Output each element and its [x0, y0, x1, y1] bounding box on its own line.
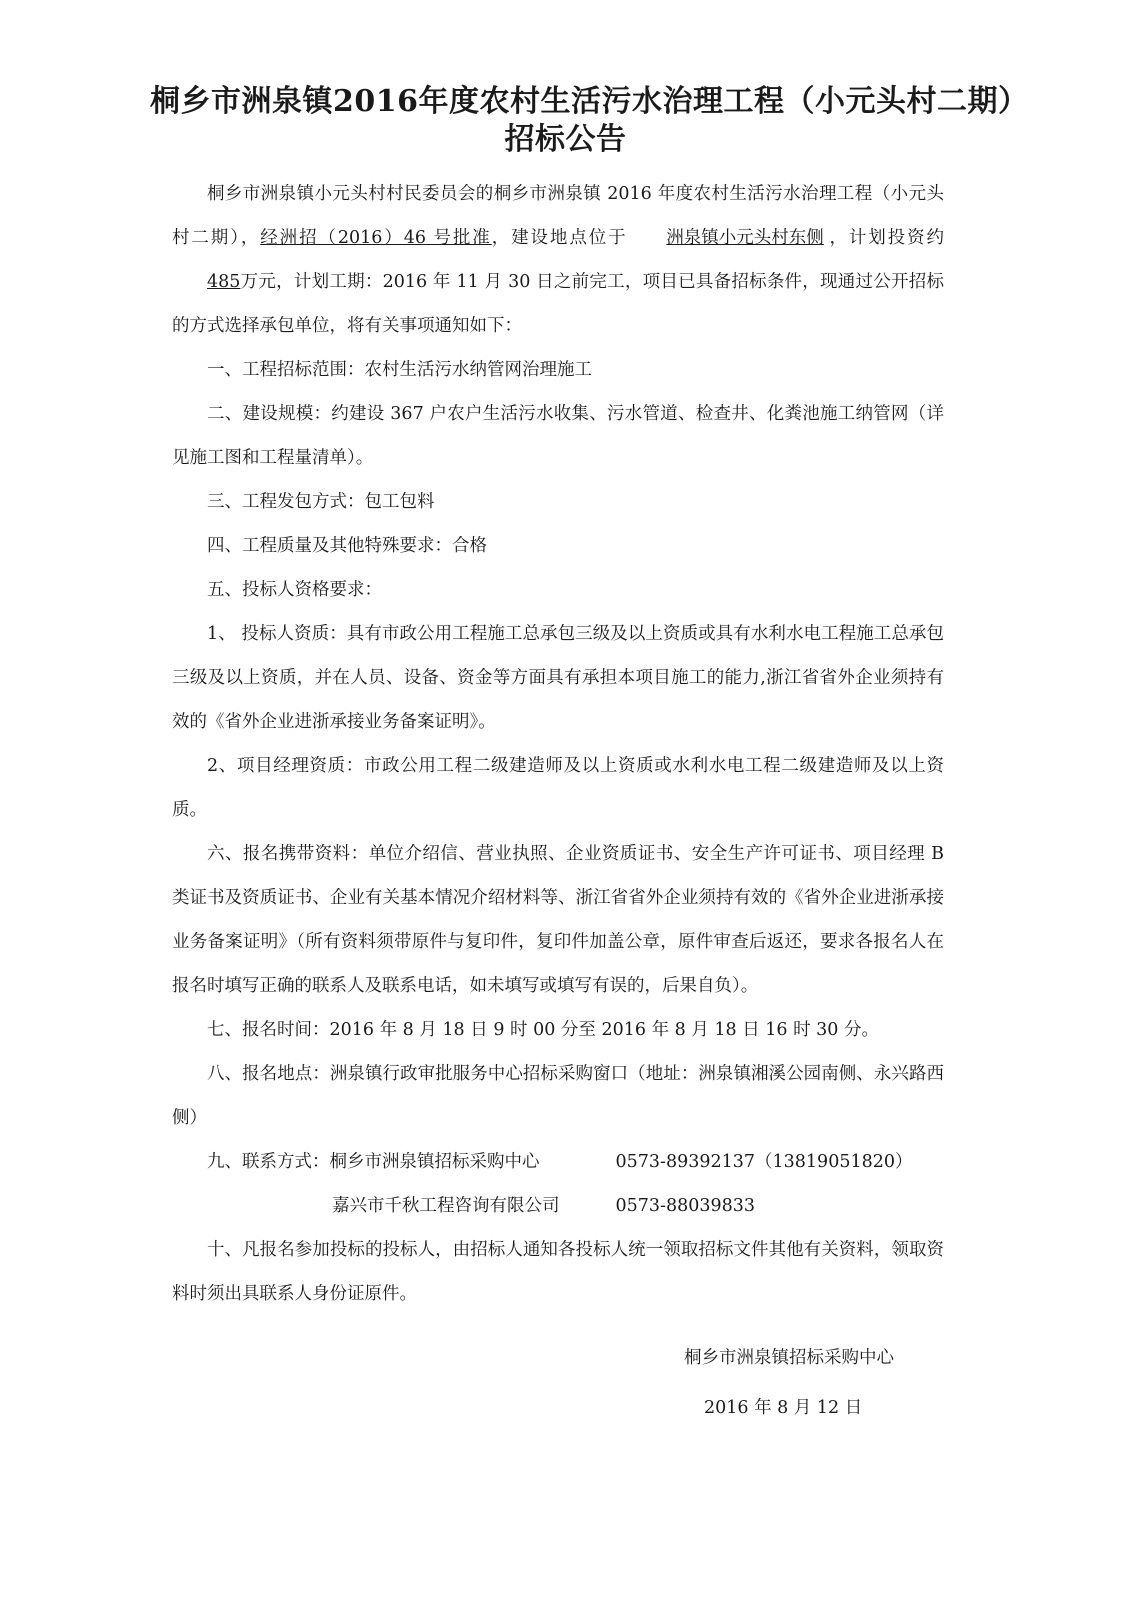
- document-subtitle: 招标公告: [504, 122, 627, 157]
- signature-org: 桐乡市洲泉镇招标采购中心: [684, 1348, 894, 1368]
- approval-number: 经洲招（2016）46 号批准: [260, 228, 492, 248]
- intro-text-d: 万元，计划工期：2016 年 11 月 30 日之前完工，项目已具备招标条件，现通过公开招标的方式选择承包单位，将有关事项通知如下：: [172, 272, 944, 336]
- item-qualification-heading: 五、投标人资格要求：: [207, 580, 382, 600]
- contact-org-2: 嘉兴市千秋工程咨询有限公司: [332, 1196, 560, 1216]
- item-scope: 一、工程招标范围：农村生活污水纳管网治理施工: [207, 360, 592, 380]
- item-registration-materials: 六、报名携带资料：单位介绍信、营业执照、企业资质证书、安全生产许可证书、项目经理 B 类证书及资质证书、企业有关基本情况介绍材料等、浙江省省外企业须持有效的《省外企业进浙承接业务备案证明》（所有资料须带原件与复印件，复印件加盖公章，原件审查后返还，要求各报名人在报名时填写正确的联系人及联系电话，如未填写或填写有误的，后果自负）。: [172, 844, 944, 996]
- intro-text-b: ，建设地点位于: [491, 228, 628, 248]
- document-title: 桐乡市洲泉镇2016年度农村生活污水治理工程（小元头村二期）: [150, 84, 1029, 119]
- item-scale: 二、建设规模：约建设 367 户农户生活污水收集、污水管道、检查井、化粪池施工纳管网（详见施工图和工程量清单）。: [172, 404, 944, 468]
- intro-paragraph: [172, 172, 944, 348]
- item-contract-method: 三、工程发包方式：包工包料: [207, 492, 435, 512]
- item-manager-qualification: 2、项目经理资质：市政公用工程二级建造师及以上资质或水利水电工程二级建造师及以上资质。: [172, 756, 944, 820]
- contact-phone-2: 0573-88039833: [615, 1196, 756, 1216]
- contact-label: 九、联系方式：: [207, 1152, 330, 1172]
- item-contact-row-1: [172, 1140, 944, 1184]
- intro-text-c: ，计划投资约: [827, 228, 944, 248]
- item-quality: 四、工程质量及其他特殊要求：合格: [207, 536, 487, 556]
- item-registration-time: 七、报名时间：2016 年 8 月 18 日 9 时 00 分至 2016 年 8 月 18 日 16 时 30 分。: [207, 1020, 880, 1040]
- signature-date: 2016 年 8 月 12 日: [704, 1398, 863, 1418]
- intro-text-a: 桐乡市洲泉镇小元头村村民委员会的桐乡市洲泉镇 2016 年度农村生活污水治理工程（小元头村二期），: [172, 184, 944, 248]
- item-contact-row-2: [172, 1184, 944, 1228]
- item-document-collection: 十、凡报名参加投标的投标人，由招标人通知各投标人统一领取招标文件其他有关资料，领取资料时须出具联系人身份证原件。: [172, 1240, 944, 1304]
- investment-amount: 485: [207, 272, 241, 292]
- item-bidder-qualification: 1、 投标人资质：具有市政公用工程施工总承包三级及以上资质或具有水利水电工程施工总承包三级及以上资质，并在人员、设备、资金等方面具有承担本项目施工的能力,浙江省省外企业须持有效的《省外企业进浙承接业务备案证明》。: [172, 624, 944, 732]
- contact-phone-1: 0573-89392137（13819051820）: [615, 1152, 913, 1172]
- contact-org-1: 桐乡市洲泉镇招标采购中心: [329, 1152, 540, 1172]
- item-registration-location: 八、报名地点：洲泉镇行政审批服务中心招标采购窗口（地址：洲泉镇湘溪公园南侧、永兴路西侧）: [172, 1064, 944, 1128]
- announcement-body: [172, 172, 944, 1316]
- construction-location: 洲泉镇小元头村东侧: [666, 228, 824, 248]
